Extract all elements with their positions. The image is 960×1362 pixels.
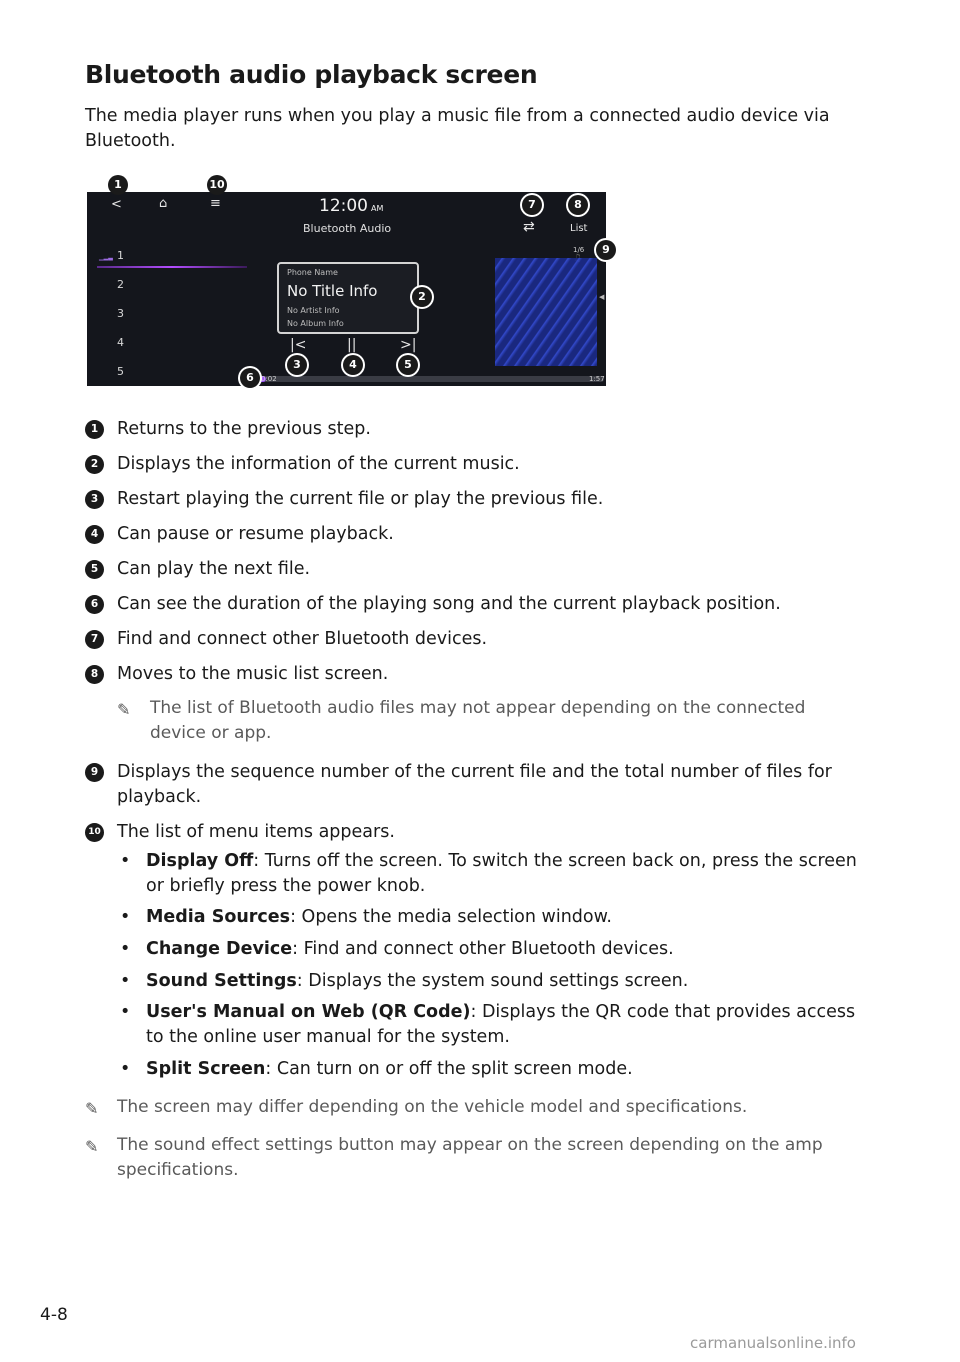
sequence-indicator: 1/6 [573, 246, 584, 254]
list-item[interactable]: 4 [117, 336, 124, 349]
intro-text: The media player runs when you play a music file from a connected audio device via Bluetooth. [85, 106, 830, 151]
page-number: 4-8 [40, 1305, 68, 1325]
pause-icon[interactable]: || [347, 337, 357, 353]
callout-marker: 10 [207, 175, 227, 195]
album-name: No Album Info [287, 319, 344, 328]
callout-marker: 9 [596, 240, 616, 260]
home-icon[interactable]: ⌂ [159, 196, 168, 211]
source-title: Bluetooth Audio [303, 222, 392, 235]
artist-name: No Artist Info [287, 306, 340, 315]
progress-bar[interactable] [259, 376, 604, 382]
back-icon[interactable]: < [111, 197, 122, 212]
list-item[interactable]: 5 [117, 365, 124, 378]
pencil-icon: ✎ [85, 1137, 99, 1156]
list-item[interactable]: 2 [117, 278, 124, 291]
callout-marker: 6 [240, 368, 260, 388]
equalizer-icon: ▁▂▃ [99, 254, 113, 261]
callout-marker: 2 [412, 287, 432, 307]
callout-marker: 7 [522, 195, 542, 215]
total-time: 1:57 [589, 375, 605, 383]
pencil-icon: ✎ [117, 700, 131, 719]
music-info-box [277, 262, 419, 334]
list-button[interactable]: List [570, 223, 588, 234]
list-item[interactable]: 3 [117, 307, 124, 320]
callout-marker: 1 [108, 175, 128, 195]
change-device-icon[interactable]: ⇄ [523, 219, 535, 235]
watermark: carmanualsonline.info [690, 1334, 856, 1352]
song-title: No Title Info [287, 282, 378, 300]
previous-icon[interactable]: |< [290, 337, 307, 353]
phone-name: Phone Name [287, 268, 338, 277]
callout-marker: 4 [343, 355, 363, 375]
pencil-icon: ✎ [85, 1099, 99, 1118]
callout-marker: 3 [287, 355, 307, 375]
album-art [495, 258, 597, 366]
clock: 12:00 AM [319, 196, 384, 216]
page-title: Bluetooth audio playback screen [85, 60, 538, 89]
elapsed-time: 0:02 [261, 375, 277, 383]
next-icon[interactable]: >| [400, 337, 417, 353]
list-item[interactable]: 1 [117, 249, 124, 262]
callout-marker: 8 [568, 195, 588, 215]
callout-marker: 5 [398, 355, 418, 375]
menu-icon[interactable]: ≡ [210, 196, 221, 211]
chevron-left-icon[interactable]: ◀ [599, 293, 605, 301]
